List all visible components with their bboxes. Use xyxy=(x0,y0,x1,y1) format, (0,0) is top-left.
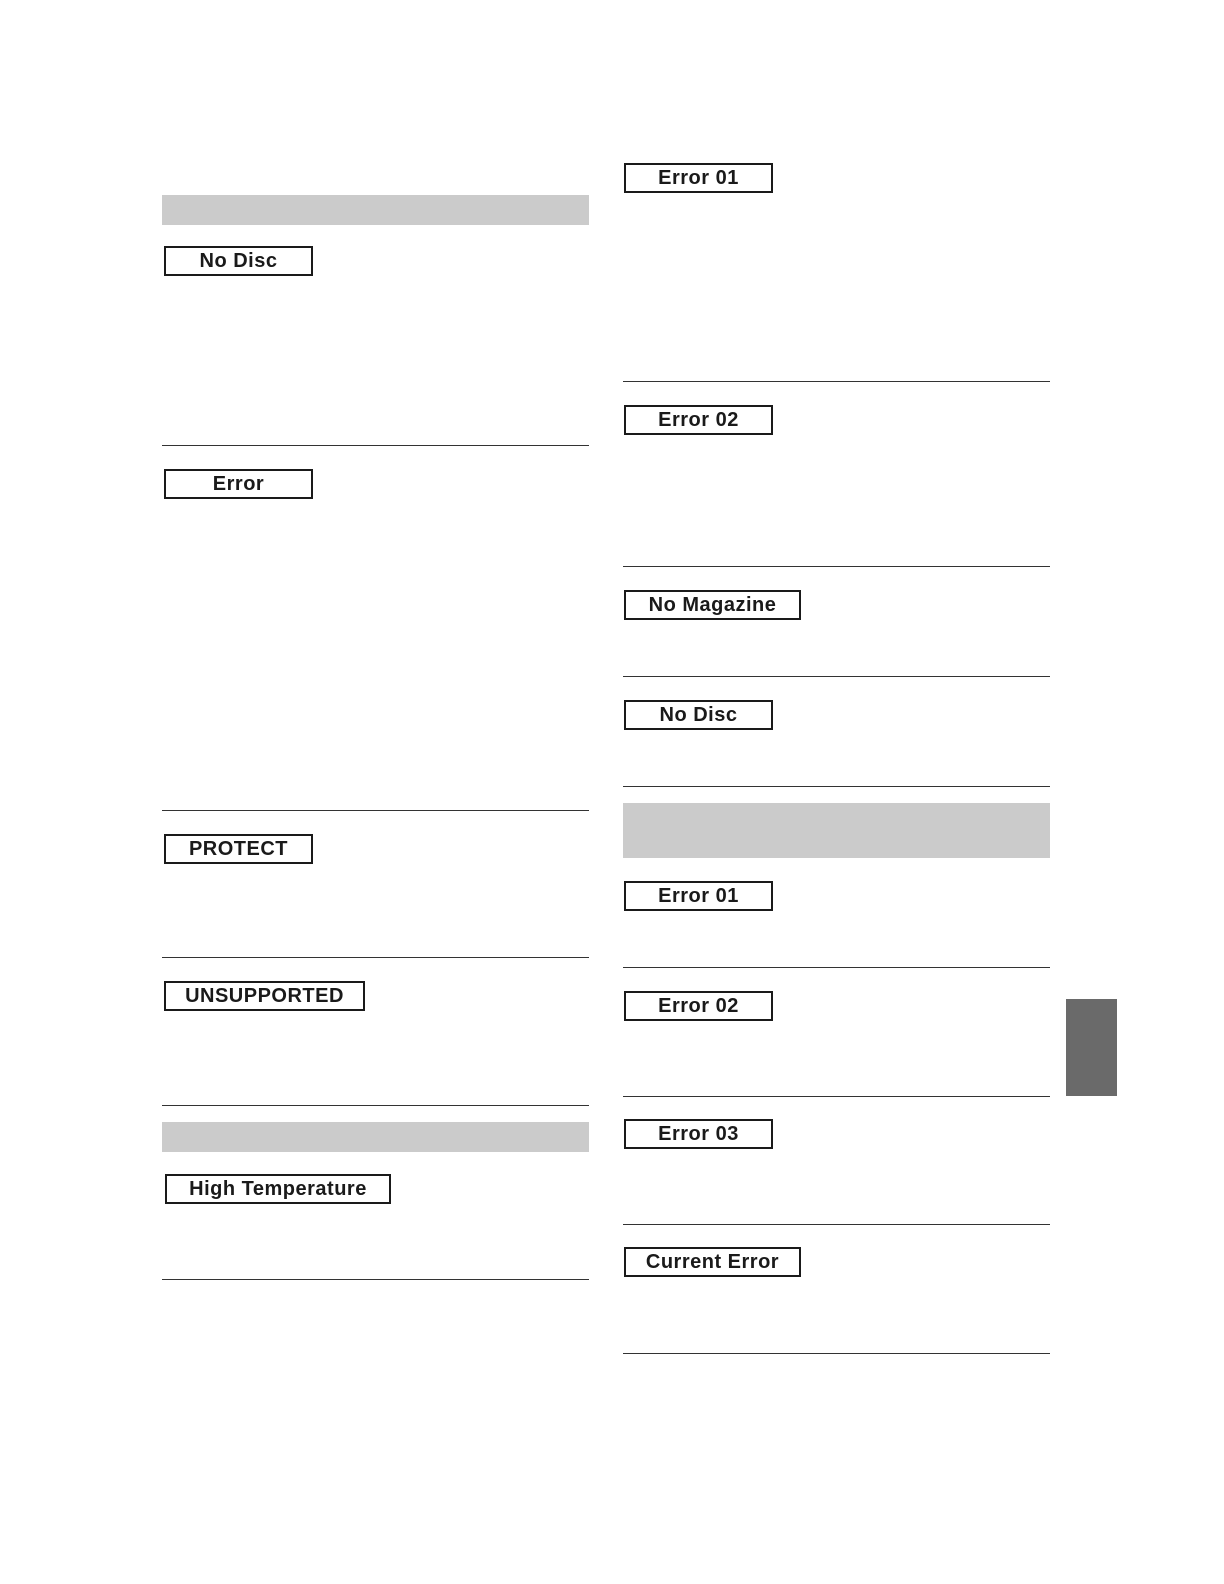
section-divider xyxy=(623,381,1050,382)
section-header-band xyxy=(162,195,589,225)
chapter-thumb-tab xyxy=(1066,999,1117,1096)
display-label-error-02: Error 02 xyxy=(624,405,773,435)
section-divider xyxy=(162,445,589,446)
display-label-unsupported: UNSUPPORTED xyxy=(164,981,365,1011)
display-label-error-03: Error 03 xyxy=(624,1119,773,1149)
display-label-high-temperature: High Temperature xyxy=(165,1174,391,1204)
section-divider xyxy=(623,1353,1050,1354)
display-label-no-disc: No Disc xyxy=(164,246,313,276)
section-divider xyxy=(623,1096,1050,1097)
section-divider xyxy=(162,1105,589,1106)
display-label-no-magazine: No Magazine xyxy=(624,590,801,620)
display-label-error-01: Error 01 xyxy=(624,881,773,911)
section-divider xyxy=(623,676,1050,677)
display-label-protect: PROTECT xyxy=(164,834,313,864)
section-divider xyxy=(162,1279,589,1280)
section-divider xyxy=(162,810,589,811)
section-divider xyxy=(623,566,1050,567)
section-divider xyxy=(623,1224,1050,1225)
display-label-error: Error xyxy=(164,469,313,499)
section-divider xyxy=(623,786,1050,787)
display-label-error-01: Error 01 xyxy=(624,163,773,193)
section-header-band xyxy=(162,1122,589,1152)
section-header-band xyxy=(623,803,1050,858)
display-label-no-disc: No Disc xyxy=(624,700,773,730)
section-divider xyxy=(623,967,1050,968)
section-divider xyxy=(162,957,589,958)
display-label-current-error: Current Error xyxy=(624,1247,801,1277)
display-label-error-02: Error 02 xyxy=(624,991,773,1021)
